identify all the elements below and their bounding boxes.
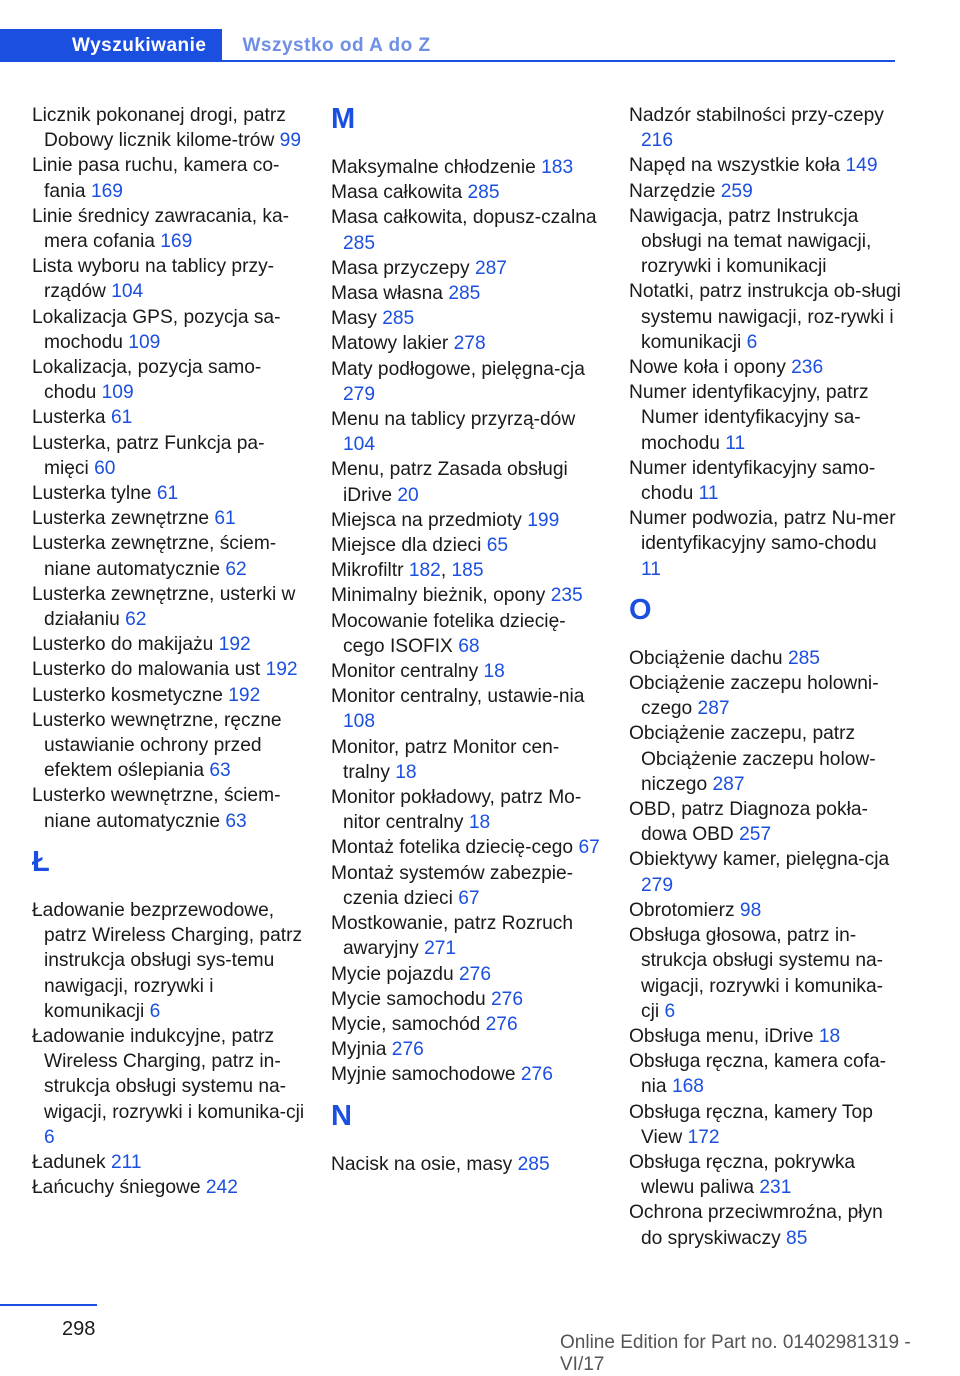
index-entry-text: Lusterka tylne <box>32 483 152 505</box>
page-link[interactable]: 192 <box>228 684 261 706</box>
page-link[interactable]: 285 <box>448 283 481 305</box>
tab-wszystko-od-a-do-z[interactable]: Wszystko od A do Z <box>242 35 431 56</box>
index-entry-text: Obciążenie dachu <box>629 647 783 669</box>
index-entry <box>629 797 901 847</box>
page-link[interactable]: 61 <box>156 483 179 505</box>
page-link[interactable]: 18 <box>483 661 505 683</box>
index-entry <box>331 911 606 961</box>
index-entry <box>32 708 307 784</box>
index-entry <box>629 153 901 178</box>
page-link[interactable]: 104 <box>343 434 376 456</box>
page-link[interactable]: 285 <box>787 647 820 669</box>
section-letter: Ł <box>32 845 50 878</box>
index-entry-text: Nowe koła i opony <box>629 357 786 379</box>
page-link[interactable]: 192 <box>218 634 251 656</box>
index-entry <box>32 1175 307 1200</box>
index-entry <box>331 306 606 331</box>
index-entry-text: Monitor, patrz Monitor cen‐tralny <box>331 736 560 783</box>
page-number-rule <box>0 1304 97 1306</box>
index-entry-text: Lokalizacja, pozycja samo‐chodu <box>32 357 262 404</box>
index-entry-text: Obsługa głosowa, patrz in‐strukcja obsługi systemu na‐wigacji, rozrywki i komunika‐cji <box>629 925 884 1022</box>
page-link[interactable]: 65 <box>486 535 509 557</box>
index-entry-text: Mikrofiltr <box>331 560 404 582</box>
page-link[interactable]: 172 <box>687 1126 720 1148</box>
index-entry <box>331 256 606 281</box>
index-entry <box>629 923 901 1024</box>
index-entry-text: Matowy lakier <box>331 333 449 355</box>
index-entry <box>331 1152 606 1177</box>
page-link[interactable]: 285 <box>343 232 376 254</box>
index-entry <box>32 405 307 430</box>
index-entry <box>331 281 606 306</box>
page-link[interactable]: 279 <box>641 874 674 896</box>
page-link[interactable]: 183 <box>541 157 574 178</box>
page-link[interactable]: 67 <box>458 887 480 909</box>
index-entry <box>629 671 901 721</box>
page-link[interactable]: 216 <box>641 130 674 152</box>
index-entry-text: Łańcuchy śniegowe <box>32 1177 201 1199</box>
index-entry-text: Obiektywy kamer, pielęgna‐cja <box>629 849 890 871</box>
page-link[interactable]: 242 <box>205 1177 238 1199</box>
page-link[interactable]: 276 <box>391 1039 424 1061</box>
index-entry <box>629 179 901 204</box>
index-entry-text: Mostkowanie, patrz Rozruch awaryjny <box>331 913 574 960</box>
index-entry-text: Nacisk na osie, masy <box>331 1153 513 1175</box>
page-link[interactable]: 99 <box>279 130 301 152</box>
index-entry-text: Obciążenie zaczepu, patrz Obciążenie zaczepu holow‐niczego <box>629 723 876 795</box>
index-entry <box>629 456 901 506</box>
page-link[interactable]: 6 <box>746 331 758 353</box>
page-link[interactable]: 276 <box>520 1064 553 1086</box>
page-link[interactable]: 104 <box>111 281 144 303</box>
index-entry-text: Obsługa ręczna, kamera cofa‐nia <box>629 1051 887 1098</box>
page-link[interactable]: 61 <box>214 508 236 530</box>
index-column-2 <box>331 103 606 1177</box>
page-link[interactable]: 169 <box>90 180 123 202</box>
section-letter: N <box>331 1099 352 1132</box>
page-link[interactable]: 109 <box>101 382 134 404</box>
page-link[interactable]: 149 <box>845 155 878 177</box>
index-entry-text: Lusterka zewnętrzne, ściem‐niane automatycznie <box>32 533 277 580</box>
index-entry-text: Lusterka, patrz Funkcja pa‐mięci <box>32 432 265 479</box>
index-entry <box>629 506 901 582</box>
index-entry-text: Menu, patrz Zasada obsługi iDrive <box>331 459 568 506</box>
page-link[interactable]: 287 <box>697 698 730 720</box>
index-entry-text: Linie pasa ruchu, kamera co‐fania <box>32 155 280 202</box>
page-link[interactable]: 276 <box>459 963 492 985</box>
index-entry <box>331 508 606 533</box>
index-entry <box>331 457 606 507</box>
index-entry <box>32 254 307 304</box>
page-link[interactable]: 169 <box>160 231 193 253</box>
index-entry-text: Monitor centralny, ustawie‐nia <box>331 686 585 708</box>
page-link[interactable]: 287 <box>712 773 745 795</box>
index-entry <box>629 103 901 153</box>
index-entry-text: Lusterka zewnętrzne <box>32 508 210 530</box>
index-entry <box>331 659 606 684</box>
page-link[interactable]: 259 <box>720 180 753 202</box>
index-entry <box>331 583 606 608</box>
index-entry-text: Montaż fotelika dziecię‐cego <box>331 837 574 859</box>
page-link[interactable]: 18 <box>395 761 417 783</box>
page-link[interactable]: 192 <box>265 659 298 681</box>
index-entry-text: Napęd na wszystkie koła <box>629 155 841 177</box>
index-entry-text: Lusterko do malowania ust <box>32 659 261 681</box>
index-entry <box>331 684 606 734</box>
index-entry <box>32 632 307 657</box>
page-link[interactable]: 199 <box>527 509 560 531</box>
page-link[interactable]: 211 <box>110 1151 142 1173</box>
index-entry-text: Nadzór stabilności przy‐czepy <box>629 105 884 126</box>
index-entry <box>331 835 606 860</box>
page-link[interactable]: 109 <box>128 331 161 353</box>
index-entry <box>331 155 606 180</box>
index-entry-text: Lusterka <box>32 407 106 429</box>
page-link[interactable]: 257 <box>739 824 772 846</box>
index-entry <box>32 582 307 632</box>
index-entry <box>629 1100 901 1150</box>
index-entry <box>32 153 307 203</box>
index-entry <box>629 204 901 280</box>
index-entry-text: OBD, patrz Diagnoza pokła‐dowa OBD <box>629 799 868 846</box>
index-entry-text: Masy <box>331 308 377 330</box>
index-entry <box>331 1037 606 1062</box>
page-link[interactable]: 6 <box>44 1126 55 1148</box>
index-entry: Mikrofiltr 182, 185 <box>331 560 484 582</box>
index-entry-text: Monitor pokładowy, patrz Mo‐nitor centralny <box>331 787 582 834</box>
index-entry <box>629 1200 901 1250</box>
index-entry <box>331 735 606 785</box>
index-entry-text: Lusterko wewnętrzne, ściem‐niane automatycznie <box>32 785 281 832</box>
index-entry <box>331 1012 606 1037</box>
index-entry <box>331 357 606 407</box>
index-entry <box>32 657 307 682</box>
index-entry-text: Lusterko kosmetyczne <box>32 684 223 706</box>
index-entry-text: Narzędzie <box>629 180 716 202</box>
index-entry-text: Miejsce dla dzieci <box>331 535 482 557</box>
section-letter: O <box>629 593 652 626</box>
index-entry-text: Minimalny bieżnik, opony <box>331 585 546 607</box>
index-entry-text: Numer identyfikacyjny, patrz Numer identyfikacyjny sa‐mochodu <box>629 382 869 454</box>
page-link[interactable]: 279 <box>343 383 376 405</box>
index-entry <box>32 431 307 481</box>
index-entry <box>331 407 606 457</box>
index-entry <box>331 785 606 835</box>
index-entry <box>32 481 307 506</box>
index-entry-text: Obrotomierz <box>629 899 735 921</box>
section-letter: M <box>331 103 356 135</box>
index-entry-text: Ładowanie indukcyjne, patrz Wireless Charging, patrz in‐strukcja obsługi systemu na‐wigacji, rozrywki i komunika‐cji <box>32 1025 305 1123</box>
index-entry-text: Obciążenie zaczepu holowni‐czego <box>629 673 879 720</box>
page-link[interactable]: 278 <box>453 333 486 355</box>
index-entry <box>629 380 901 456</box>
tab-bar <box>0 29 451 62</box>
page-link[interactable]: 63 <box>225 810 247 832</box>
index-entry-text: Masa własna <box>331 283 443 305</box>
index-column-1 <box>32 103 307 1200</box>
index-entry-text: Licznik pokonanej drogi, patrz Dobowy licznik kilome‐trów <box>32 105 286 152</box>
index-entry-text: Myjnia <box>331 1039 387 1061</box>
index-entry <box>32 531 307 581</box>
page-link[interactable]: 61 <box>110 407 133 429</box>
index-entry <box>331 205 606 255</box>
index-entry-text: Linie średnicy zawracania, ka‐mera cofania <box>32 205 290 253</box>
index-entry <box>32 1150 307 1175</box>
index-entry-text: Ochrona przeciwmroźna, płyn do spryskiwaczy <box>629 1202 883 1249</box>
page-link[interactable]: 98 <box>739 899 762 921</box>
index-entry <box>331 1062 606 1087</box>
footer-edition: Online Edition for Part no. 01402981319 - VI/17 <box>560 1332 911 1375</box>
index-entry <box>629 355 901 380</box>
index-entry <box>32 103 307 153</box>
index-entry-text: Lusterka zewnętrzne, usterki w działaniu <box>32 583 296 631</box>
page-link[interactable]: 185 <box>451 560 484 582</box>
index-entry-text: Masa całkowita <box>331 182 463 204</box>
index-entry-text: Numer identyfikacyjny samo‐chodu <box>629 457 876 505</box>
index-entry-text: Lista wyboru na tablicy przy‐rządów <box>32 256 275 303</box>
index-entry <box>331 987 606 1012</box>
index-entry-text: Monitor centralny <box>331 661 479 683</box>
index-entry <box>32 898 307 1024</box>
index-entry <box>32 1024 307 1150</box>
index-entry <box>629 847 901 897</box>
index-entry-text: Montaż systemów zabezpie‐czenia dzieci <box>331 862 574 909</box>
index-entry-text: Mycie pojazdu <box>331 963 454 985</box>
index-entry <box>629 1150 901 1200</box>
index-entry <box>331 533 606 558</box>
tab-underline <box>0 60 895 62</box>
index-entry <box>331 609 606 659</box>
index-entry <box>331 861 606 911</box>
page-link[interactable]: 11 <box>698 483 719 505</box>
index-entry <box>32 683 307 708</box>
page-link[interactable]: 287 <box>474 257 507 279</box>
index-entry-text: Obsługa ręczna, pokrywka wlewu paliwa <box>629 1151 856 1199</box>
index-entry-text: Obsługa menu, iDrive <box>629 1025 814 1047</box>
index-entry-text: Menu na tablicy przyrzą‐dów <box>331 409 576 431</box>
index-entry-text: Lokalizacja GPS, pozycja sa‐mochodu <box>32 306 281 353</box>
page-link[interactable]: 60 <box>94 457 116 479</box>
page-number: 298 <box>62 1318 96 1340</box>
page-link[interactable]: 235 <box>550 585 583 607</box>
page-link[interactable]: 168 <box>671 1076 704 1098</box>
index-entry-text: Ładunek <box>32 1151 106 1173</box>
index-entry-text: Masa całkowita, dopusz‐czalna <box>331 207 597 229</box>
index-entry-text: Ładowanie bezprzewodowe, patrz Wireless Charging, patrz instrukcja obsługi sys‐temu nawigacji, rozrywki i komunikacji <box>32 899 303 1022</box>
page-link[interactable]: 67 <box>578 837 600 859</box>
index-entry <box>331 180 606 205</box>
index-entry-text: Lusterko do makijażu <box>32 634 214 656</box>
index-entry-text: Mocowanie fotelika dziecię‐cego ISOFIX <box>331 610 566 657</box>
page-link[interactable]: 182 <box>408 560 441 582</box>
page-link[interactable]: 276 <box>490 988 523 1010</box>
page-link[interactable]: 62 <box>225 558 247 580</box>
index-entry-text: Maty podłogowe, pielęgna‐cja <box>331 358 585 380</box>
page-link[interactable]: 85 <box>786 1227 808 1249</box>
index-entry <box>32 204 307 254</box>
page-link[interactable]: 285 <box>517 1153 550 1175</box>
page-link[interactable]: 68 <box>458 635 480 657</box>
page-link[interactable]: 11 <box>641 558 661 580</box>
index-entry <box>32 506 307 531</box>
page-link[interactable]: 20 <box>397 484 419 506</box>
page-link[interactable]: 63 <box>209 760 231 782</box>
page-link[interactable]: 6 <box>149 1000 161 1022</box>
page-link[interactable]: 231 <box>759 1177 792 1199</box>
index-column-3 <box>629 103 901 1251</box>
index-entry-text: Masa przyczepy <box>331 257 470 279</box>
index-entry <box>331 331 606 356</box>
index-entry-text: Nawigacja, patrz Instrukcja obsługi na temat nawigacji, rozrywki i komunikacji <box>629 205 872 278</box>
index-entry <box>629 898 901 923</box>
index-entry-text: Notatki, patrz instrukcja ob‐sługi systemu nawigacji, roz‐rywki i komunikacji <box>629 281 901 353</box>
index-entry-text: Obsługa ręczna, kamery Top View <box>629 1101 873 1148</box>
page-link[interactable]: 276 <box>485 1013 518 1035</box>
page-link[interactable]: 6 <box>664 1000 676 1022</box>
page-link[interactable]: 271 <box>424 938 457 960</box>
page-link[interactable]: 62 <box>125 609 147 631</box>
index-entry <box>629 721 901 797</box>
index-entry-text: Miejsca na przedmioty <box>331 509 522 531</box>
page-link[interactable]: 18 <box>818 1025 841 1047</box>
index-entry-text: Maksymalne chłodzenie <box>331 157 536 178</box>
page-link[interactable]: 285 <box>467 182 500 204</box>
index-entry-text: Mycie samochodu <box>331 988 486 1010</box>
index-entry-text: Numer podwozia, patrz Nu‐mer identyfikacyjny samo‐chodu <box>629 508 896 555</box>
index-entry-text: Mycie, samochód <box>331 1013 481 1035</box>
index-entry <box>629 279 901 355</box>
index-entry-text: Lusterko wewnętrzne, ręczne ustawianie ochrony przed efektem oślepiania <box>32 709 282 782</box>
index-entry <box>331 962 606 987</box>
index-entry <box>629 646 901 671</box>
page-link[interactable]: 108 <box>343 711 376 733</box>
index-entry <box>32 783 307 833</box>
page-link[interactable]: 11 <box>725 432 746 454</box>
page-link[interactable]: 18 <box>468 812 491 834</box>
page-link[interactable]: 236 <box>791 357 824 379</box>
tab-wyszukiwanie[interactable]: Wyszukiwanie <box>0 29 222 62</box>
index-entry <box>32 305 307 355</box>
index-entry-text: Myjnie samochodowe <box>331 1064 516 1086</box>
index-entry <box>629 1024 901 1049</box>
page-link[interactable]: 285 <box>382 308 415 330</box>
index-entry <box>629 1049 901 1099</box>
index-entry <box>32 355 307 405</box>
